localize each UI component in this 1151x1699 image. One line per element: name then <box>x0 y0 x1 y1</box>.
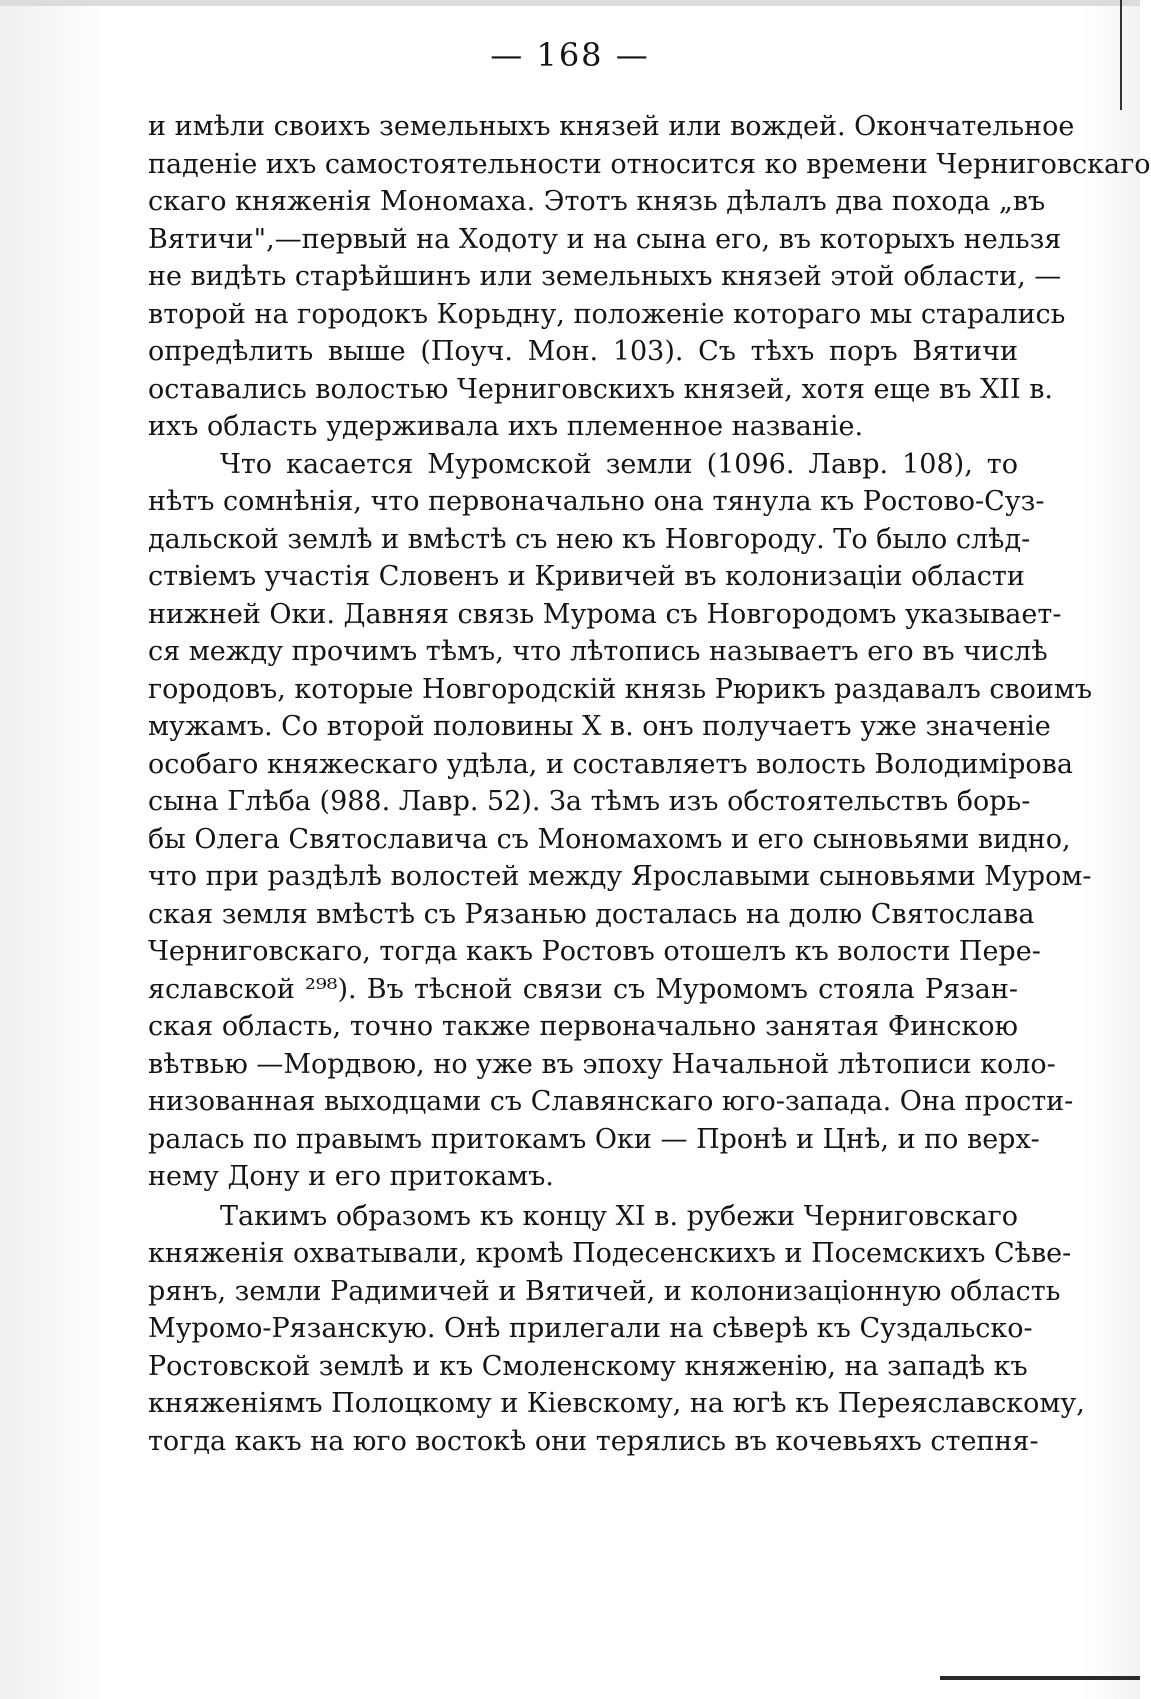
paragraph-1 <box>148 108 1151 446</box>
paragraph-3 <box>148 1198 1085 1461</box>
text-line: оставались волостью Черниговскихъ князей, хотя еще въ XII в. <box>148 373 1054 405</box>
text-line: бы Олега Святославича съ Мономахомъ и его сыновьями видно, <box>148 823 1071 855</box>
text-line: ствіемъ участія Словенъ и Кривичей въ колонизаціи области <box>148 561 1025 592</box>
text-line: опредѣлить выше (Поуч. Мон. 103). Съ тѣхъ поръ Вятичи <box>148 336 1018 367</box>
bottom-edge-divider <box>940 1676 1140 1680</box>
text-line: второй на городокъ Корьдну, положеніе котораго мы старались <box>148 298 1066 330</box>
text-line: нѣтъ сомнѣнія, что первоначально она тянула къ Ростово-Суз- <box>148 486 1045 517</box>
text-line: тогда какъ на юго востокѣ они терялись въ кочевьяхъ степня- <box>148 1425 1039 1457</box>
top-edge-divider <box>0 0 1140 6</box>
text-line: дальской землѣ и вмѣстѣ съ нею къ Новгороду. То было слѣд- <box>148 523 1031 555</box>
text-line: княженіямъ Полоцкому и Кіевскому, на югѣ къ Переяславскому, <box>148 1388 1085 1419</box>
text-line: низованная выходцами съ Славянскаго юго-запада. Она прости- <box>148 1086 1074 1117</box>
text-line: Ростовской землѣ и къ Смоленскому княженію, на западѣ къ <box>148 1350 1028 1382</box>
text-line: сына Глѣба (988. Лавр. 52). За тѣмъ изъ обстоятельствъ борь- <box>148 786 1031 817</box>
text-line: не видѣть старѣйшинъ или земельныхъ князей этой области, — <box>148 261 1062 292</box>
text-line: Что касается Муромской земли (1096. Лавр. 108), то <box>220 448 1018 480</box>
page-number: — 168 — <box>490 36 650 74</box>
paragraph-2 <box>148 446 1093 1196</box>
text-line: нему Дону и его притокамъ. <box>148 1161 554 1192</box>
text-line: ская земля вмѣстѣ съ Рязанью досталась на долю Святослава <box>148 898 1035 930</box>
text-line: городовъ, которые Новгородскій князь Рюрикъ раздавалъ своимъ <box>148 673 1093 705</box>
text-line: и имѣли своихъ земельныхъ князей или вождей. Окончательное <box>148 111 1075 142</box>
text-line: скаго княженія Мономаха. Этотъ князь дѣлалъ два похода „въ <box>148 186 1046 217</box>
text-line: Вятичи",—первый на Ходоту и на сына его, въ которыхъ нельзя <box>148 223 1062 255</box>
text-line: нижней Оки. Давняя связь Мурома съ Новгородомъ указывает- <box>148 598 1062 630</box>
text-line: ская область, точно также первоначально занятая Финскою <box>148 1011 1018 1042</box>
text-line: паденіе ихъ самостоятельности относится ко времени Черниговскаго <box>148 148 1151 180</box>
text-line: Такимъ образомъ къ концу XI в. рубежи Черниговскаго <box>220 1200 1018 1232</box>
text-line: Муромо-Рязанскую. Онѣ прилегали на сѣверѣ къ Суздальско- <box>148 1313 1033 1344</box>
text-line: ся между прочимъ тѣмъ, что лѣтопись называетъ его въ числѣ <box>148 636 1048 667</box>
text-line: рянъ, земли Радимичей и Вятичей, и колонизаціонную область <box>148 1275 1061 1307</box>
text-line: яславской ²⁹⁸). Въ тѣсной связи съ Муромомъ стояла Рязан- <box>148 973 1018 1005</box>
text-line: мужамъ. Со второй половины X в. онъ получаетъ уже значеніе <box>148 711 1051 742</box>
body-text <box>148 108 1151 1460</box>
text-line: особаго княжескаго удѣла, и составляетъ волость Володимірова <box>148 748 1073 780</box>
text-line: вѣтвью —Мордвою, но уже въ эпоху Начальной лѣтописи коло- <box>148 1048 1056 1080</box>
text-line: ихъ область удерживала ихъ племенное названіе. <box>148 411 864 442</box>
text-line: Черниговскаго, тогда какъ Ростовъ отошелъ къ волости Пере- <box>148 936 1041 967</box>
text-line: княженія охватывали, кромѣ Подесенскихъ и Посемскихъ Сѣве- <box>148 1238 1072 1269</box>
text-line: что при раздѣлѣ волостей между Ярославыми сыновьями Муром- <box>148 861 1092 892</box>
text-line: ралась по правымъ притокамъ Оки — Пронѣ и Цнѣ, и по верх- <box>148 1123 1040 1155</box>
